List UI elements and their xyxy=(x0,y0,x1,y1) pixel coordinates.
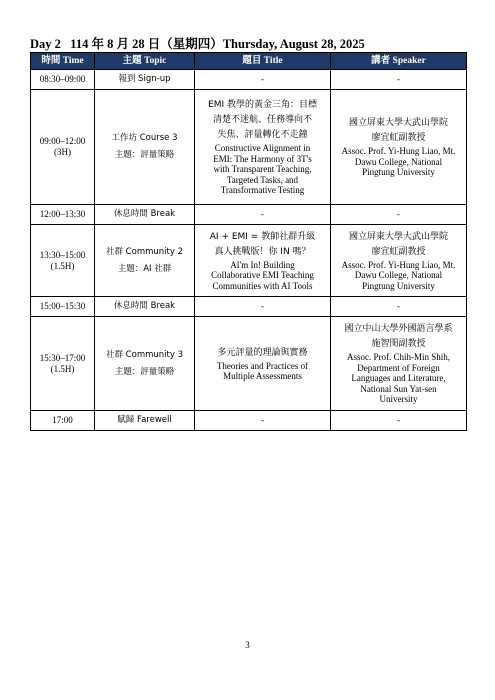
speaker-en-text: Pingtung University xyxy=(362,167,435,178)
title-cell xyxy=(195,70,331,90)
speaker-en-text: Languages and Literature, xyxy=(351,373,446,384)
title-zh-text: 清楚不迷航、任務導向不 xyxy=(212,115,312,126)
title-en-text: - xyxy=(261,209,264,220)
col-header-title: 題目 Title xyxy=(195,53,331,70)
time-cell xyxy=(31,411,95,431)
time-cell xyxy=(31,297,95,317)
title-en-text: Theories and Practices of xyxy=(216,360,309,371)
speaker-en-text: Pingtung University xyxy=(362,280,435,291)
time-text: 13:30–15:00 xyxy=(39,249,86,260)
topic-cell xyxy=(95,90,195,205)
speaker-cell xyxy=(331,297,467,317)
schedule-row xyxy=(31,297,467,317)
topic-text: 休息時間 Break xyxy=(113,209,176,219)
speaker-en-text: National Sun Yat-sen xyxy=(360,383,437,394)
day-heading: Day 2 114 年 8 月 28 日（星期四）Thursday, August 28, 2025 xyxy=(30,37,365,51)
title-en-text: Transformative Testing xyxy=(220,185,305,196)
time-text: 09:00–12:00 xyxy=(39,136,86,146)
title-en-text: Multiple Assessments xyxy=(223,371,302,381)
title-cell xyxy=(195,317,331,411)
topic-text: 社群 Community 2 xyxy=(105,246,183,257)
topic-text: 主題：評量策略 xyxy=(114,150,175,160)
speaker-en-text: - xyxy=(397,415,400,426)
time-cell xyxy=(31,90,95,205)
speaker-cell xyxy=(331,90,467,205)
speaker-cell xyxy=(331,411,467,431)
time-text: (3H) xyxy=(54,147,71,157)
speaker-en-text: - xyxy=(397,301,400,312)
title-zh-text: EMI 教學的黃金三角：目標 xyxy=(208,100,317,111)
topic-cell xyxy=(95,297,195,317)
title-en-text: with Transparent Teaching, xyxy=(213,164,312,175)
title-en-text: EMI: The Harmony of 3T's xyxy=(213,153,312,164)
title-zh-text: 真人挑戰版！你 IN 嗎？ xyxy=(214,246,311,257)
col-header-time: 時間 Time xyxy=(31,53,95,70)
title-en-text: AI'm In! Building xyxy=(230,259,295,270)
speaker-en-text: Dawu College, National xyxy=(354,270,443,281)
title-cell xyxy=(195,297,331,317)
schedule-table xyxy=(30,52,467,431)
speaker-en-text: - xyxy=(397,74,400,85)
title-zh-text: 失焦、評量轉化不走鐘 xyxy=(217,130,308,141)
col-header-speaker: 講者 Speaker xyxy=(331,53,467,70)
title-zh-text: AI + EMI = 教師社群升級 xyxy=(209,231,316,242)
speaker-cell xyxy=(331,225,467,297)
page-number: 3 xyxy=(245,640,250,650)
speaker-cell xyxy=(331,317,467,411)
topic-cell xyxy=(95,411,195,431)
header-row xyxy=(31,53,467,70)
title-en-text: - xyxy=(261,415,264,426)
time-cell xyxy=(31,205,95,225)
speaker-cell xyxy=(331,205,467,225)
title-zh-text: 多元評量的理論與實務 xyxy=(217,347,308,358)
speaker-en-text: Assoc. Prof. Yi-Hung Liao, Mt. xyxy=(341,259,456,270)
time-text: 15:30–17:00 xyxy=(39,352,86,363)
time-cell xyxy=(31,70,95,90)
topic-text: 工作坊 Course 3 xyxy=(111,133,178,143)
time-text: 08:30–09:00 xyxy=(39,74,86,84)
schedule-body xyxy=(31,70,467,431)
speaker-en-text: Assoc. Prof. Yi-Hung Liao, Mt. xyxy=(341,146,456,157)
schedule-row xyxy=(31,411,467,431)
topic-text: 賦歸 Farewell xyxy=(117,415,172,425)
speaker-zh-text: 國立屏東大學大武山學院 xyxy=(348,231,448,242)
topic-cell xyxy=(95,225,195,297)
topic-text: 社群 Community 3 xyxy=(105,349,183,360)
speaker-en-text: - xyxy=(397,209,400,220)
topic-text: 主題：AI 社群 xyxy=(117,263,172,274)
title-en-text: Constructive Alignment in xyxy=(214,143,311,154)
schedule-row xyxy=(31,317,467,411)
title-en-text: Collaborative EMI Teaching xyxy=(211,270,314,281)
topic-cell xyxy=(95,70,195,90)
col-header-topic: 主題 Topic xyxy=(95,53,195,70)
schedule-row xyxy=(31,225,467,297)
title-en-text: Targeted Tasks, and xyxy=(226,174,299,185)
title-cell xyxy=(195,225,331,297)
title-en-text: - xyxy=(261,74,264,85)
topic-text: 報到 Sign-up xyxy=(118,74,171,84)
speaker-zh-text: 施智閔副教授 xyxy=(371,339,426,350)
speaker-zh-text: 國立屏東大學大武山學院 xyxy=(348,118,448,129)
speaker-en-text: University xyxy=(379,394,418,405)
speaker-zh-text: 國立中山大學外國語言學系 xyxy=(344,324,453,335)
title-en-text: - xyxy=(261,301,264,312)
time-text: 15:00–15:30 xyxy=(39,301,86,311)
title-cell xyxy=(195,90,331,205)
topic-cell xyxy=(95,205,195,225)
topic-cell xyxy=(95,317,195,411)
schedule-row xyxy=(31,90,467,205)
speaker-zh-text: 廖宜虹副教授 xyxy=(371,246,426,257)
time-text: (1.5H) xyxy=(50,363,75,374)
topic-text: 休息時間 Break xyxy=(113,301,176,311)
title-cell xyxy=(195,205,331,225)
time-text: 12:00–13:30 xyxy=(39,209,86,219)
time-cell xyxy=(31,317,95,411)
speaker-cell xyxy=(331,70,467,90)
title-en-text: Communities with AI Tools xyxy=(212,280,313,291)
speaker-zh-text: 廖宜虹副教授 xyxy=(371,133,426,144)
title-cell xyxy=(195,411,331,431)
speaker-en-text: Assoc. Prof. Chih-Min Shih, xyxy=(346,352,450,363)
speaker-en-text: Department of Foreign xyxy=(357,362,440,373)
schedule-row xyxy=(31,205,467,225)
time-cell xyxy=(31,225,95,297)
time-text: 17:00 xyxy=(52,415,73,425)
time-text: (1.5H) xyxy=(50,260,75,271)
topic-text: 主題：評量策略 xyxy=(114,366,175,377)
speaker-en-text: Dawu College, National xyxy=(354,156,443,167)
schedule-row xyxy=(31,70,467,90)
